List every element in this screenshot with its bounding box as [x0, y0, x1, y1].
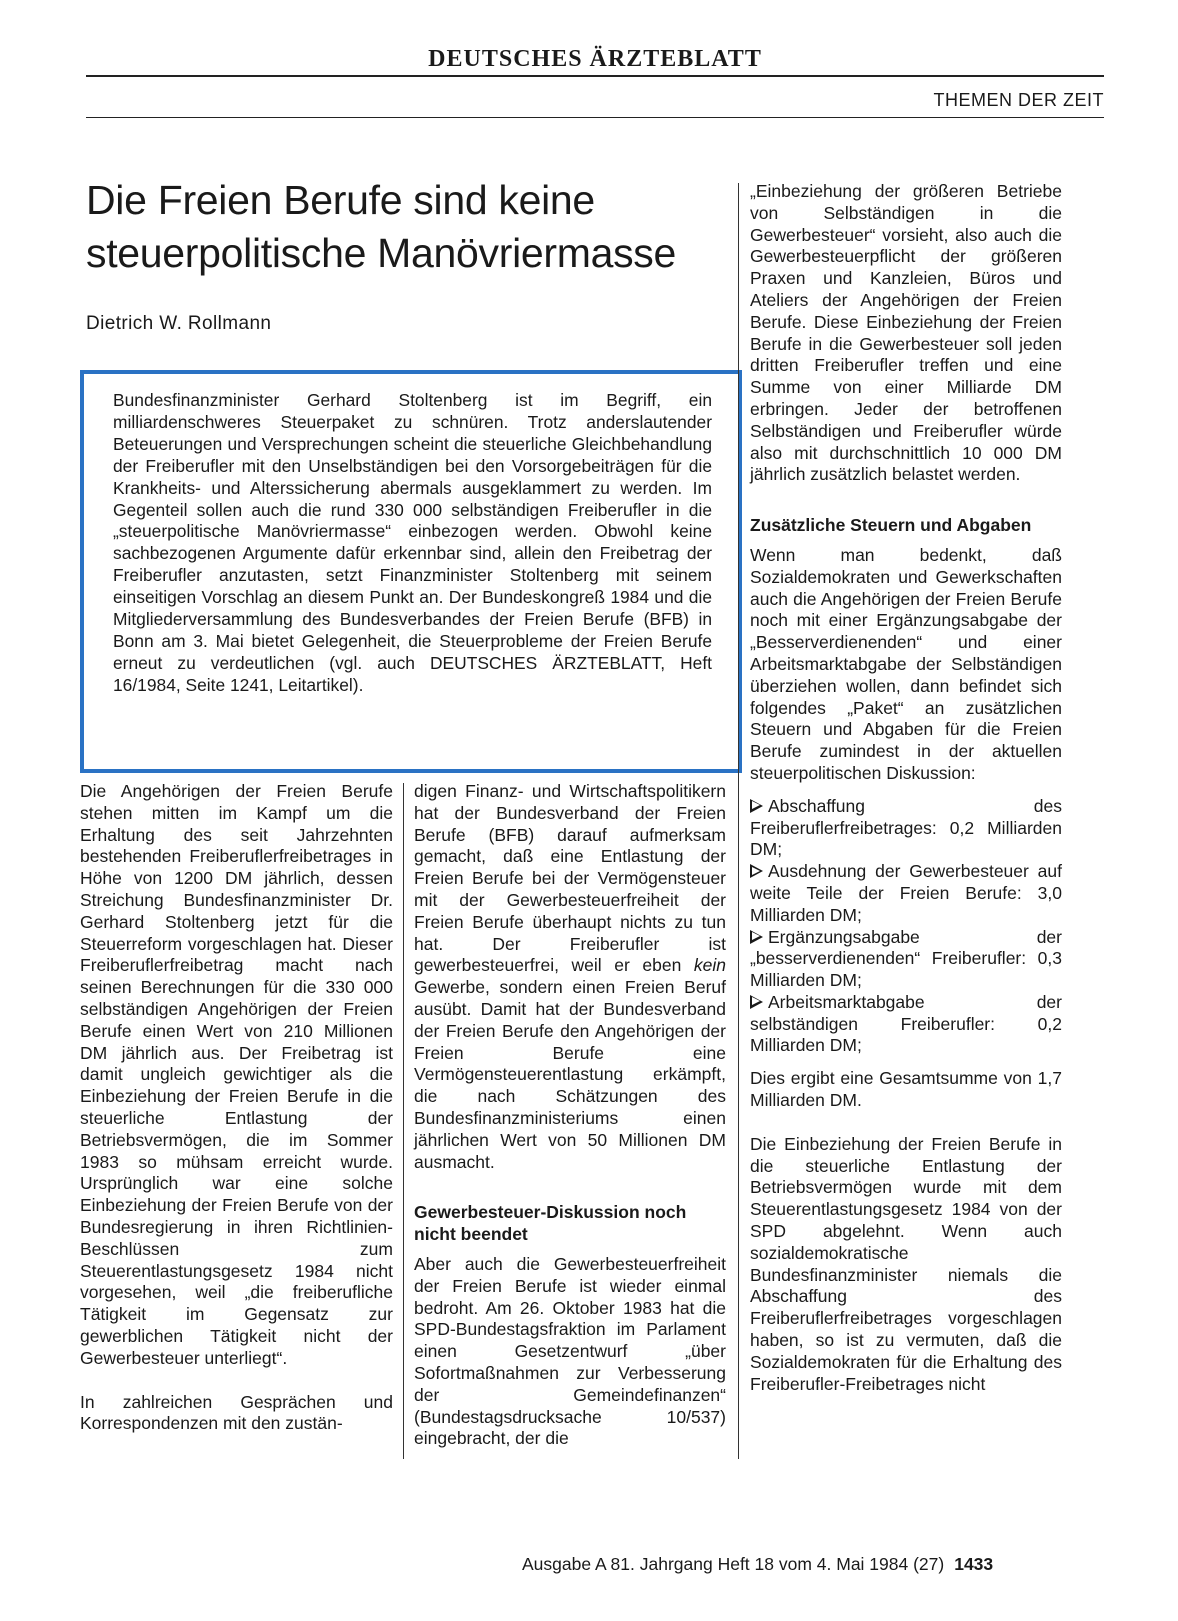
section-label: THEMEN DER ZEIT — [933, 90, 1104, 110]
col3-subheading: Zusätzliche Steuern und Abgaben — [750, 515, 1032, 536]
col2-text-a: digen Finanz- und Wirtschaftspolitikern hat der Bundesverband der Freien Berufe (BFB) darauf aufmerksam gemacht, daß eine Entlastung der Freien Berufe bei der Vermögensteuer mit der Gewerbesteuerfreiheit der Freien Berufe überhaupt nichts zu tun hat. Der Freiberufler ist gewerbesteuerfrei, weil er eben — [414, 781, 726, 976]
masthead: DEUTSCHES ÄRZTEBLATT — [428, 46, 762, 72]
col2-text-b: Gewerbe, sondern einen Freien Beruf ausübt. Damit hat der Bundesverband der Freien Berufe den Angehörigen der Freien Berufe eine Vermögensteuerentlastung erkämpft, die nach Schätzungen des Bundesfinanzministeriums einen jährlichen Wert von 50 Millionen DM ausmacht. — [414, 977, 726, 1172]
abstract-box — [80, 370, 742, 773]
bullet-text: Abschaffung des Freiberuflerfreibetrages: 0,2 Milliarden DM; — [750, 795, 1062, 860]
bullet-text: Ausdehnung der Gewerbesteuer auf weite Teile der Freien Berufe: 3,0 Milliarden DM; — [750, 861, 1062, 925]
masthead-rule — [86, 75, 1104, 77]
bullet-item — [750, 796, 1062, 861]
column-3 — [750, 181, 1062, 1395]
col3-paragraph-2: Wenn man bedenkt, daß Sozialdemokraten und Gewerkschaften auch die Angehörigen der Freien Berufe noch mit einer Ergänzungsabgabe der „Besserverdienenden“ und einer Arbeitsmarktabgabe der Selbständigen überziehen wollen, dann befindet sich folgendes „Paket“ an zusätzlichen Steuern und Abgaben für die Freien Berufe zumindest in der aktuellen steuerpolitischen Diskussion: — [750, 544, 1062, 783]
page-footer — [522, 1554, 993, 1575]
col2-subheading: Gewerbesteuer-Diskussion noch nicht beendet — [414, 1202, 687, 1245]
bullet-list — [750, 796, 1062, 1058]
issue-info: Ausgabe A 81. Jahrgang Heft 18 vom 4. Mai 1984 (27) — [522, 1554, 945, 1574]
triangle-bullet-icon — [750, 864, 763, 878]
column-divider-2 — [738, 183, 739, 1459]
col2-emphasis: kein — [693, 955, 726, 976]
col1-paragraph-1: Die Angehörigen der Freien Berufe stehen mitten im Kampf um die Erhaltung des seit Jahrzehnten bestehenden Freiberuflerfreibetrages in Höhe von 1200 DM jährlich, dessen Streichung Bundesfinanzminister Dr. Gerhard Stoltenberg jetzt für die Steuerreform vorgeschlagen hat. Dieser Freiberuflerfreibetrag macht nach seinen Berechnungen für die 330 000 selbständigen Angehörigen der Freien Berufe einen Wert von 210 Millionen DM jährlich aus. Der Freibetrag ist damit ungleich gewichtiger als die Einbeziehung der Freien Berufe in die steuerliche Entlastung der Betriebsvermögen, die im Sommer 1983 so mühsam erreicht wurde. Ursprünglich war eine solche Einbeziehung der Freien Berufe von der Bundesregierung in ihren Richtlinien-Beschlüssen zum Steuerentlastungsgesetz 1984 nicht vorgesehen, weil „die freiberufliche Tätigkeit im Gegensatz zur gewerblichen Tätigkeit nicht der Gewerbesteuer unterliegt“. — [80, 781, 393, 1368]
bullet-item — [750, 861, 1062, 926]
col3-paragraph-3: Dies ergibt eine Gesamtsumme von 1,7 Milliarden DM. — [750, 1068, 1062, 1111]
abstract-text: Bundesfinanzminister Gerhard Stoltenberg ist im Begriff, ein milliardenschweres Steuerpaket zu schnüren. Trotz anderslautender Beteuerungen und Versprechungen scheint die steuerliche Gleichbehandlung der Freiberufler mit den Unselbständigen bei den Vorsorgebeiträgen für die Krankheits- und Alterssicherung abermals ausgeklammert zu werden. Im Gegenteil sollen auch die rund 330 000 selbständigen Freiberufler in die „steuerpolitische Manövriermasse“ einbezogen werden. Obwohl keine sachbezogenen Argumente dafür erkennbar sind, allein den Freibetrag der Freiberufler anzutasten, setzt Finanzminister Stoltenberg mit seinem einseitigen Vorschlag an diesem Punkt an. Der Bundeskongreß 1984 und die Mitgliederversammlung des Bundesverbandes der Freien Berufe (BFB) in Bonn am 3. Mai bietet Gelegenheit, die Steuerprobleme der Freien Berufe erneut zu verdeutlichen (vgl. auch DEUTSCHES ÄRZTEBLATT, Heft 16/1984, Seite 1241, Leitartikel). — [113, 390, 712, 695]
col2-paragraph-1 — [414, 781, 726, 1173]
page-number: 1433 — [954, 1554, 994, 1574]
col3-paragraph-4: Die Einbeziehung der Freien Berufe in die steuerliche Entlastung der Betriebsvermögen wurde mit dem Steuerentlastungsgesetz 1984 von der SPD abgelehnt. Wenn auch sozialdemokratische Bundesfinanzminister niemals die Abschaffung des Freiberuflerfreibetrages vorgeschlagen haben, so ist zu vermuten, daß die Sozialdemokraten für die Erhaltung des Freiberufler-Freibetrages nicht — [750, 1133, 1062, 1394]
triangle-bullet-icon — [750, 930, 763, 944]
col2-paragraph-2: Aber auch die Gewerbesteuerfreiheit der Freien Berufe ist wieder einmal bedroht. Am 26. Oktober 1983 hat die SPD-Bundestagsfraktion im Parlament einen Gesetzentwurf „über Sofortmaßnahmen zur Verbesserung der Gemeindefinanzen“ (Bundestagsdrucksache 10/537) eingebracht, der die — [414, 1253, 726, 1449]
bullet-text: Arbeitsmarktabgabe der selbständigen Freiberufler: 0,2 Milliarden DM; — [750, 991, 1062, 1056]
bullet-item — [750, 992, 1062, 1057]
column-2 — [414, 781, 726, 1450]
triangle-bullet-icon — [750, 799, 763, 813]
bullet-text: Ergänzungsabgabe der „besserverdienenden“ Freiberufler: 0,3 Milliarden DM; — [750, 926, 1062, 991]
column-divider-1 — [403, 783, 404, 1459]
col1-paragraph-2: In zahlreichen Gesprächen und Korrespondenzen mit den zustän- — [80, 1391, 393, 1434]
section-rule — [86, 117, 1104, 118]
bullet-item — [750, 927, 1062, 992]
article-author: Dietrich W. Rollmann — [86, 313, 272, 334]
article-title: Die Freien Berufe sind keine steuerpolitische Manövriermasse — [86, 177, 677, 276]
column-1 — [80, 781, 393, 1435]
triangle-bullet-icon — [750, 995, 763, 1009]
col3-paragraph-1: „Einbeziehung der größeren Betriebe von Selbständigen in die Gewerbesteuer“ vorsieht, also auch die Gewerbesteuerpflicht der größeren Praxen und Kanzleien, Büros und Ateliers der Angehörigen der Freien Berufe. Diese Einbeziehung der Freien Berufe in die Gewerbesteuer soll jeden dritten Freiberufler treffen und eine Summe von einer Milliarde DM erbringen. Jeder der betroffenen Selbständigen und Freiberufler würde also mit durchschnittlich 10 000 DM jährlich zusätzlich belastet werden. — [750, 181, 1062, 485]
